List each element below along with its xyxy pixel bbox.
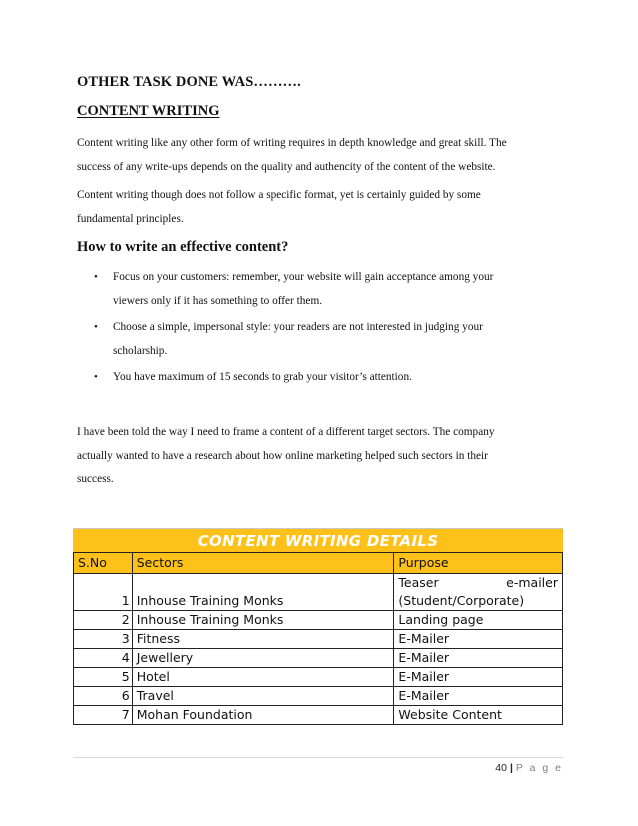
table-row — [74, 611, 563, 630]
cell-purpose: E-Mailer — [394, 649, 563, 668]
purpose-teaser-word: Teaser — [398, 575, 439, 590]
purpose-teaser-word: e-mailer — [506, 575, 558, 590]
cell-purpose: Website Content — [394, 706, 563, 725]
cell-sector: Inhouse Training Monks — [132, 611, 394, 630]
bullet-icon: • — [94, 371, 98, 383]
list-item-line: scholarship. — [113, 344, 168, 357]
page-number: 40 — [495, 762, 507, 774]
subheading-effective-content: How to write an effective content? — [77, 239, 289, 255]
cell-purpose: E-Mailer — [394, 630, 563, 649]
paragraph-line: success of any write-ups depends on the quality and authencity of the content of the website. — [77, 160, 496, 173]
column-header-sectors: Sectors — [132, 553, 394, 574]
cell-purpose: Landing page — [394, 611, 563, 630]
column-header-purpose: Purpose — [394, 553, 563, 574]
list-item-line: Choose a simple, impersonal style: your readers are not interested in judging your — [113, 321, 483, 333]
paragraph-line: actually wanted to have a research about how online marketing helped such sectors in their — [77, 449, 488, 462]
cell-sno: 7 — [74, 706, 133, 725]
page-word: P a g e — [515, 762, 563, 774]
table-row — [74, 668, 563, 687]
details-table — [73, 552, 563, 725]
cell-purpose: E-Mailer — [394, 687, 563, 706]
paragraph-principles — [77, 184, 563, 231]
cell-sector: Travel — [132, 687, 394, 706]
cell-sno: 5 — [74, 668, 133, 687]
footer-separator: | — [509, 762, 513, 774]
page-footer — [495, 762, 563, 774]
cell-sector: Fitness — [132, 630, 394, 649]
cell-sector: Jewellery — [132, 649, 394, 668]
footer-divider — [73, 757, 563, 758]
column-header-sno: S.No — [74, 553, 133, 574]
cell-purpose — [394, 574, 563, 593]
paragraph-line: fundamental principles. — [77, 212, 184, 225]
paragraph-line: Content writing like any other form of writing requires in depth knowledge and great skill. The — [77, 137, 507, 149]
list-item — [77, 366, 563, 390]
cell-sector: Inhouse Training Monks — [132, 574, 394, 611]
table-title: CONTENT WRITING DETAILS — [73, 528, 563, 553]
table-row — [74, 649, 563, 668]
content-writing-details-table — [73, 524, 563, 724]
list-item-line: You have maximum of 15 seconds to grab your visitor’s attention. — [113, 371, 412, 383]
cell-sector: Hotel — [132, 668, 394, 687]
table-row — [74, 630, 563, 649]
cell-sno: 6 — [74, 687, 133, 706]
cell-sno: 2 — [74, 611, 133, 630]
table-row — [74, 687, 563, 706]
paragraph-line: success. — [77, 473, 114, 485]
tips-list — [77, 266, 563, 393]
list-item — [77, 316, 563, 363]
list-item — [77, 266, 563, 313]
cell-sno: 3 — [74, 630, 133, 649]
section-heading-other-task: OTHER TASK DONE WAS………. — [77, 74, 301, 90]
cell-sector: Mohan Foundation — [132, 706, 394, 725]
bullet-icon: • — [94, 271, 98, 283]
list-item-line: Focus on your customers: remember, your website will gain acceptance among your — [113, 271, 494, 283]
paragraph-line: Content writing though does not follow a specific format, yet is certainly guided by some — [77, 189, 481, 201]
cell-sno: 1 — [74, 574, 133, 611]
cell-purpose: E-Mailer — [394, 668, 563, 687]
paragraph-target-sectors — [77, 421, 557, 492]
table-row — [74, 574, 563, 593]
paragraph-line: I have been told the way I need to frame a content of a different target sectors. The company — [77, 426, 495, 438]
bullet-icon: • — [94, 321, 98, 333]
section-heading-content-writing: CONTENT WRITING — [77, 103, 220, 119]
paragraph-intro — [77, 132, 563, 179]
cell-sno: 4 — [74, 649, 133, 668]
cell-purpose: (Student/Corporate) — [394, 592, 563, 611]
table-row — [74, 706, 563, 725]
purpose-teaser — [398, 574, 558, 592]
list-item-line: viewers only if it has something to offer them. — [113, 294, 323, 307]
table-header-row — [74, 553, 563, 574]
